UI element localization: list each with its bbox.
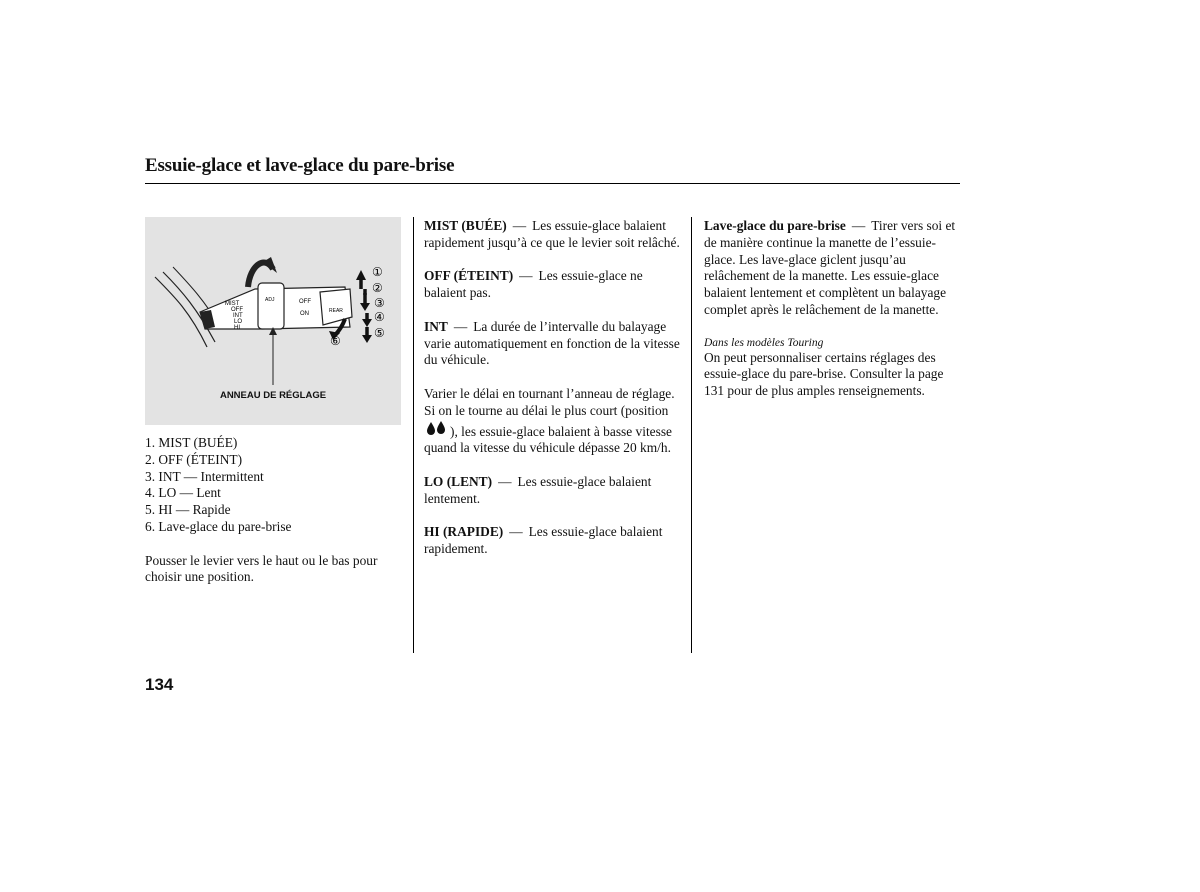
list-item: 2. OFF (ÉTEINT) [145, 451, 243, 467]
column-divider-1 [413, 217, 414, 653]
list-item: 4. LO — Lent [145, 485, 221, 501]
hi-term: HI (RAPIDE) [424, 524, 504, 540]
raindrops-icon [424, 420, 450, 441]
list-item: 3. INT — Intermittent [145, 468, 264, 484]
lever-label-adj: ADJ [265, 297, 275, 303]
column-divider-2 [691, 217, 692, 653]
mist-term: MIST (BUÉE) [424, 218, 507, 233]
callout-2: ② [372, 281, 383, 295]
delay-paragraph: Varier le délai en tournant l’anneau de réglage. Si on le tourne au délai le plus court (position ), les essuie-glace balaient à basse vitesse quand la vitesse du véhicule dépasse 20 km/h. [424, 385, 675, 456]
lever-label-lo: LO [234, 319, 243, 325]
off-paragraph: OFF (ÉTEINT) — Les essuie-glace ne balaient pas. [424, 268, 643, 301]
int-term: INT [424, 318, 448, 334]
callout-5: ⑤ [374, 326, 385, 340]
middle-column [424, 218, 682, 575]
touring-label: Dans les modèles Touring [704, 336, 824, 349]
lever-label-hi: HI [234, 325, 240, 331]
callout-6: ⑥ [330, 334, 341, 348]
hi-paragraph: HI (RAPIDE) — Les essuie-glace balaient rapidement. [424, 524, 663, 557]
washer-term: Lave-glace du pare-brise [704, 218, 846, 233]
callout-1: ① [372, 265, 383, 279]
list-item: 5. HI — Rapide [145, 502, 231, 518]
position-list [145, 435, 401, 536]
mist-paragraph: MIST (BUÉE) — Les essuie-glace balaient rapidement jusqu’à ce que le levier soit relâché. [424, 218, 680, 250]
touring-paragraph: On peut personnaliser certains réglages des essuie-glace du pare-brise. Consulter la page 131 pour de plus amples renseignements. [704, 349, 944, 399]
lo-paragraph: LO (LENT) — Les essuie-glace balaient lentement. [424, 473, 652, 506]
list-item: 1. MIST (BUÉE) [145, 435, 238, 450]
page-title: Essuie-glace et lave-glace du pare-brise [145, 155, 455, 176]
lever-label-off2: OFF [299, 299, 311, 305]
title-rule [145, 183, 960, 184]
lever-label-rear: REAR [329, 308, 343, 314]
list-item: 6. Lave-glace du pare-brise [145, 518, 292, 534]
lo-term: LO (LENT) [424, 473, 493, 489]
lever-label-int: INT [233, 313, 243, 319]
washer-paragraph: Lave-glace du pare-brise — Tirer vers soi et de manière continue la manette de l’essuie-glace. Les lave-glace giclent jusqu’au relâchement de la manette. Les essuie-glace balaient lentement et complètent un balayage complet après le relâchement de la manette. [704, 218, 956, 317]
callout-4: ④ [374, 310, 385, 324]
page-number: 134 [145, 675, 174, 694]
right-column [704, 218, 960, 417]
lever-instruction: Pousser le levier vers le haut ou le bas pour choisir une position. [145, 552, 378, 585]
int-paragraph: INT — La durée de l’intervalle du balayage varie automatiquement en fonction de la vitesse du véhicule. [424, 318, 680, 368]
lever-label-off: OFF [231, 307, 243, 313]
figure-caption: ANNEAU DE RÉGLAGE [219, 390, 327, 401]
callout-3: ③ [374, 296, 385, 310]
lever-label-mist: MIST [225, 301, 240, 307]
off-term: OFF (ÉTEINT) [424, 268, 514, 284]
wiper-lever-figure [145, 217, 401, 425]
left-column [145, 435, 401, 603]
lever-label-on: ON [300, 311, 309, 317]
